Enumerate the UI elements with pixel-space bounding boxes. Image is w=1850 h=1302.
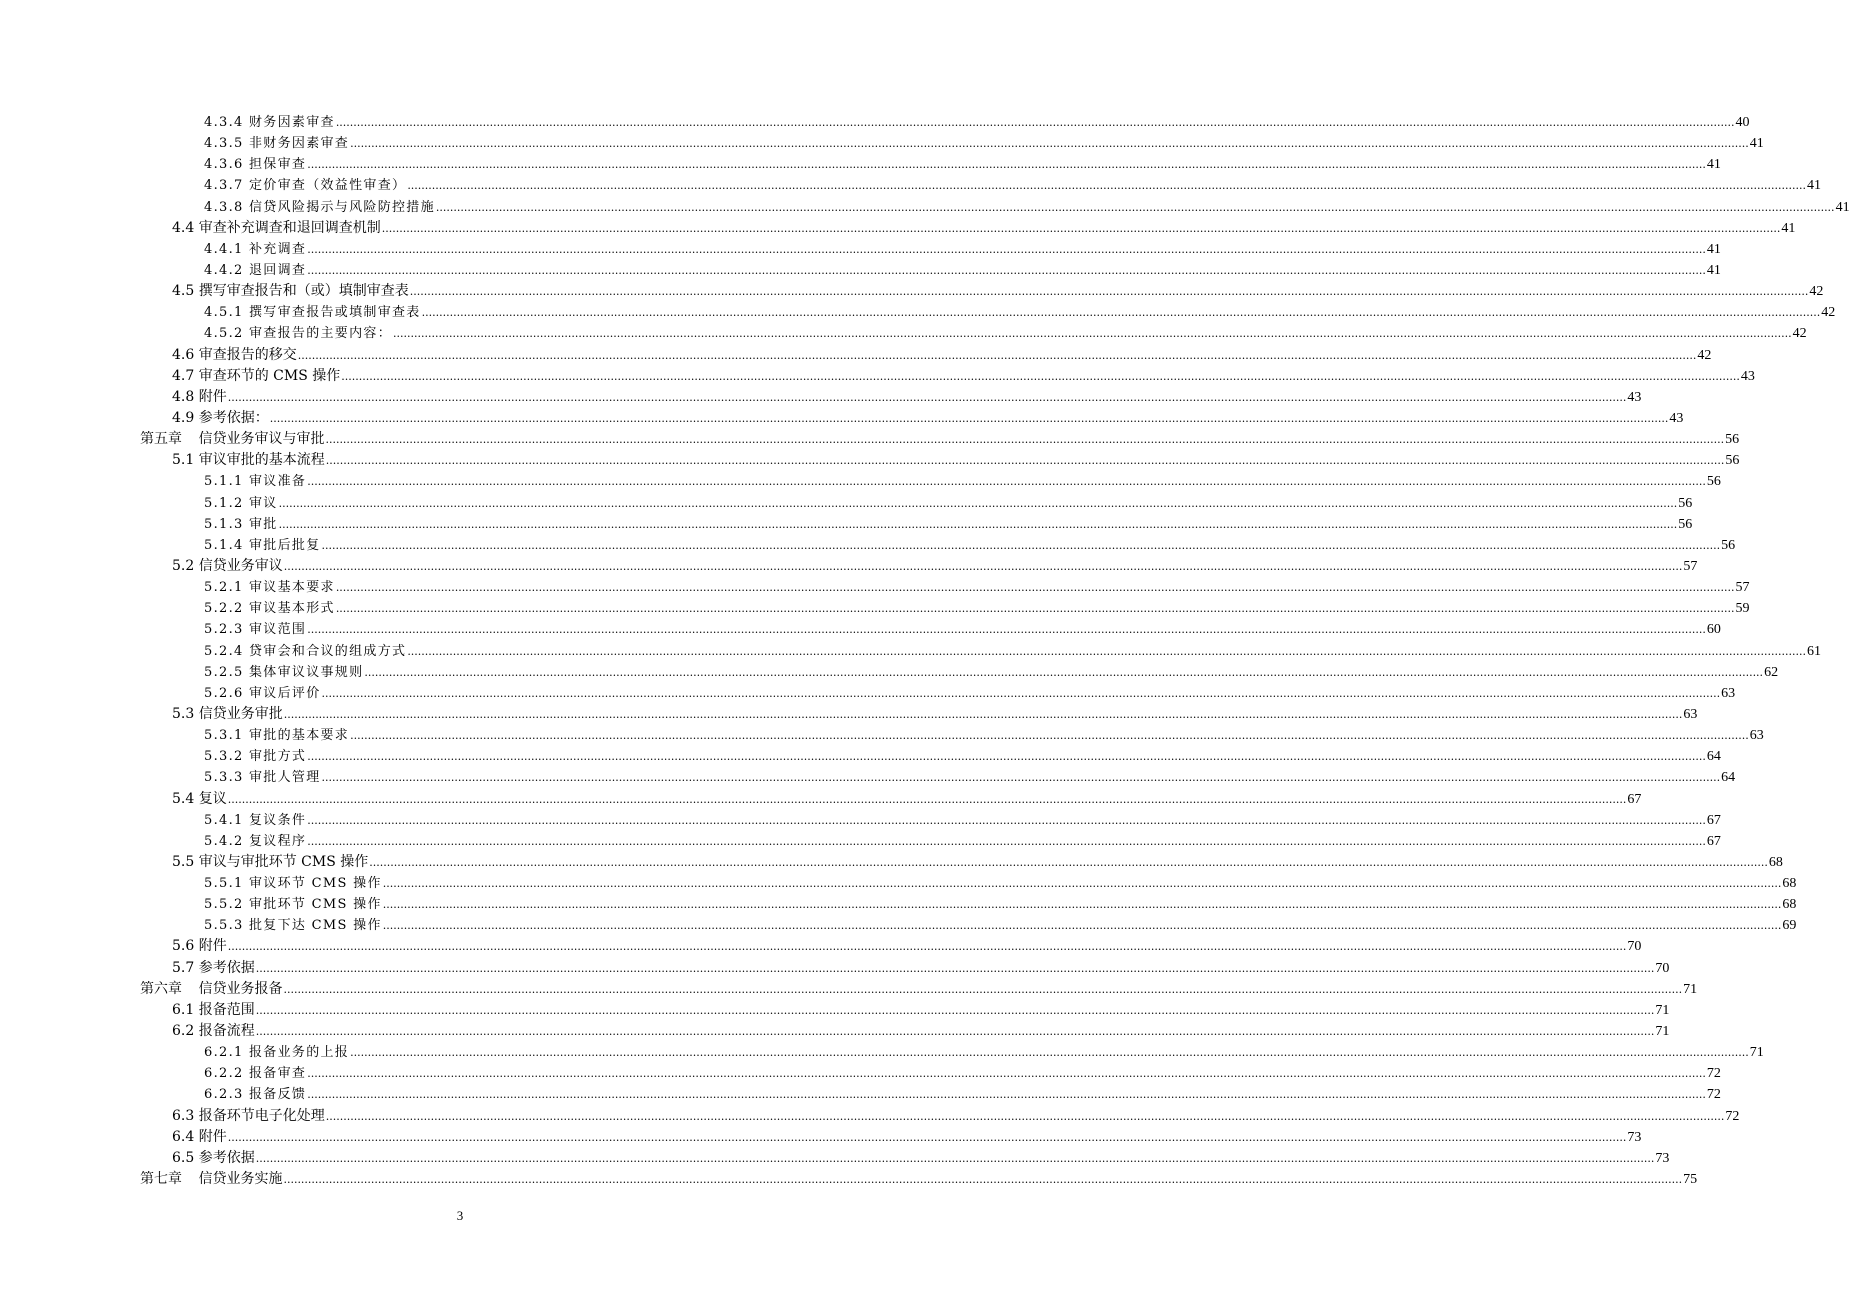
toc-dot-leader: ................................................................................................................................................................................................................................................................................................................................................................................................................	[283, 1173, 1683, 1187]
toc-entry-page: 41	[1835, 199, 1850, 215]
toc-entry-label: 4.3.7 定价审查（效益性审查）	[204, 178, 407, 194]
toc-dot-leader: ................................................................................................................................................................................................................................................................................................................................................................................................................	[350, 137, 1749, 151]
toc-dot-leader: ................................................................................................................................................................................................................................................................................................................................................................................................................	[255, 961, 1655, 975]
toc-dot-leader: ................................................................................................................................................................................................................................................................................................................................................................................................................	[269, 411, 1669, 425]
toc-entry-page: 72	[1725, 1108, 1740, 1124]
toc-entry[interactable]	[0, 535, 1736, 556]
toc-entry[interactable]	[0, 619, 1721, 640]
toc-entry-page: 67	[1706, 833, 1721, 849]
toc-entry[interactable]	[0, 831, 1721, 852]
toc-dot-leader: ................................................................................................................................................................................................................................................................................................................................................................................................................	[335, 116, 1735, 129]
toc-entry-page: 72	[1706, 1087, 1721, 1103]
toc-entry[interactable]	[0, 112, 1750, 133]
toc-entry-page: 60	[1706, 622, 1721, 638]
toc-entry-label: 5.4.1 复议条件	[204, 812, 307, 828]
toc-entry-page: 64	[1706, 749, 1721, 765]
toc-dot-leader: ................................................................................................................................................................................................................................................................................................................................................................................................................	[382, 877, 1782, 891]
toc-entry-page: 41	[1706, 241, 1721, 257]
toc-entry[interactable]	[0, 1084, 1721, 1105]
toc-entry-label: 6.5 参考依据	[172, 1149, 255, 1166]
toc-dot-leader: ................................................................................................................................................................................................................................................................................................................................................................................................................	[307, 813, 1706, 827]
toc-entry[interactable]	[0, 218, 1796, 239]
toc-dot-leader: ................................................................................................................................................................................................................................................................................................................................................................................................................	[421, 306, 1821, 320]
toc-entry-page: 56	[1721, 537, 1736, 553]
toc-dot-leader: ................................................................................................................................................................................................................................................................................................................................................................................................................	[227, 1130, 1627, 1144]
toc-entry-label: 5.1 审议审批的基本流程	[172, 452, 325, 469]
toc-entry-label: 4.3.8 信贷风险揭示与风险防控措施	[204, 199, 435, 215]
toc-entry-page: 63	[1683, 706, 1698, 722]
toc-dot-leader: ................................................................................................................................................................................................................................................................................................................................................................................................................	[307, 158, 1706, 172]
toc-entry-page: 43	[1669, 410, 1684, 426]
toc-entry[interactable]	[0, 915, 1797, 936]
toc-dot-leader: ................................................................................................................................................................................................................................................................................................................................................................................................................	[283, 559, 1683, 573]
toc-entry[interactable]	[0, 302, 1836, 323]
toc-dot-leader: ................................................................................................................................................................................................................................................................................................................................................................................................................	[307, 750, 1706, 764]
toc-entry-label: 6.2 报备流程	[172, 1023, 255, 1040]
toc-entry-page: 43	[1627, 389, 1642, 405]
toc-dot-leader: ................................................................................................................................................................................................................................................................................................................................................................................................................	[407, 179, 1806, 193]
toc-dot-leader: ................................................................................................................................................................................................................................................................................................................................................................................................................	[335, 602, 1735, 616]
toc-entry[interactable]	[0, 725, 1764, 746]
toc-dot-leader: ................................................................................................................................................................................................................................................................................................................................................................................................................	[283, 982, 1683, 996]
toc-entry-label: 5.2 信贷业务审议	[172, 557, 283, 574]
toc-dot-leader: ................................................................................................................................................................................................................................................................................................................................................................................................................	[321, 771, 1721, 785]
toc-entry[interactable]	[0, 281, 1824, 302]
toc-entry[interactable]	[0, 767, 1736, 788]
toc-entry-label: 4.7 审查环节的 CMS 操作	[172, 367, 341, 384]
toc-entry-label: 4.8 附件	[172, 388, 227, 405]
toc-dot-leader: ................................................................................................................................................................................................................................................................................................................................................................................................................	[307, 242, 1706, 256]
toc-dot-leader: ................................................................................................................................................................................................................................................................................................................................................................................................................	[227, 792, 1627, 806]
toc-entry[interactable]	[0, 852, 1783, 873]
toc-entry-label: 5.2.2 审议基本形式	[204, 601, 335, 617]
toc-entry[interactable]	[0, 239, 1721, 260]
toc-entry-page: 56	[1706, 474, 1721, 490]
toc-entry[interactable]	[0, 662, 1779, 683]
toc-dot-leader: ................................................................................................................................................................................................................................................................................................................................................................................................................	[307, 263, 1706, 277]
toc-entry[interactable]	[0, 260, 1721, 281]
toc-entry-label: 4.5.1 撰写审查报告或填制审查表	[204, 305, 421, 321]
toc-entry[interactable]	[0, 556, 1698, 577]
toc-entry-page: 41	[1781, 220, 1796, 236]
toc-dot-leader: ................................................................................................................................................................................................................................................................................................................................................................................................................	[350, 729, 1749, 743]
toc-entry[interactable]	[0, 408, 1684, 429]
toc-entry-page: 73	[1627, 1129, 1642, 1145]
toc-entry-page: 70	[1627, 939, 1642, 955]
toc-dot-leader: ................................................................................................................................................................................................................................................................................................................................................................................................................	[382, 898, 1782, 912]
toc-entry[interactable]	[0, 514, 1693, 535]
toc-entry[interactable]	[0, 873, 1797, 894]
toc-entry-page: 71	[1683, 981, 1698, 997]
toc-entry-label: 6.2.2 报备审查	[204, 1066, 307, 1082]
toc-dot-leader: ................................................................................................................................................................................................................................................................................................................................................................................................................	[382, 919, 1782, 933]
toc-entry[interactable]	[0, 1063, 1721, 1084]
toc-entry-page: 42	[1792, 326, 1807, 342]
toc-dot-leader: ................................................................................................................................................................................................................................................................................................................................................................................................................	[335, 581, 1735, 595]
toc-entry-page: 64	[1721, 770, 1736, 786]
toc-entry-page: 42	[1821, 305, 1836, 321]
toc-dot-leader: ................................................................................................................................................................................................................................................................................................................................................................................................................	[364, 665, 1764, 679]
toc-entry-label: 5.1.1 审议准备	[204, 474, 307, 490]
toc-entry[interactable]	[0, 894, 1797, 915]
toc-entry-page: 63	[1721, 685, 1736, 701]
toc-dot-leader: ................................................................................................................................................................................................................................................................................................................................................................................................................	[227, 390, 1627, 404]
toc-dot-leader: ................................................................................................................................................................................................................................................................................................................................................................................................................	[381, 221, 1781, 235]
toc-entry[interactable]	[0, 789, 1642, 810]
toc-entry[interactable]	[0, 154, 1721, 175]
toc-entry-page: 42	[1809, 284, 1824, 300]
toc-entry-label: 4.5 撰写审查报告和（或）填制审查表	[172, 283, 409, 300]
toc-dot-leader: ................................................................................................................................................................................................................................................................................................................................................................................................................	[307, 623, 1706, 637]
toc-entry[interactable]	[0, 598, 1750, 619]
toc-dot-leader: ................................................................................................................................................................................................................................................................................................................................................................................................................	[297, 348, 1697, 362]
toc-dot-leader: ................................................................................................................................................................................................................................................................................................................................................................................................................	[255, 1151, 1655, 1165]
toc-entry[interactable]	[0, 936, 1642, 957]
toc-dot-leader: ................................................................................................................................................................................................................................................................................................................................................................................................................	[325, 454, 1725, 468]
toc-entry-label: 5.6 附件	[172, 938, 227, 955]
toc-entry[interactable]	[0, 450, 1740, 471]
toc-entry-label: 5.2.5 集体审议议事规则	[204, 664, 364, 680]
toc-entry[interactable]	[0, 979, 1698, 1000]
toc-entry-page: 41	[1706, 157, 1721, 173]
toc-entry[interactable]	[0, 641, 1821, 662]
toc-entry-label: 6.2.1 报备业务的上报	[204, 1045, 350, 1061]
toc-entry-page: 42	[1697, 347, 1712, 363]
toc-entry-label: 6.1 报备范围	[172, 1001, 255, 1018]
toc-entry-label: 5.2.6 审议后评价	[204, 685, 321, 701]
toc-dot-leader: ................................................................................................................................................................................................................................................................................................................................................................................................................	[227, 940, 1627, 954]
toc-entry[interactable]	[0, 1148, 1670, 1169]
toc-entry[interactable]	[0, 133, 1764, 154]
toc-dot-leader: ................................................................................................................................................................................................................................................................................................................................................................................................................	[325, 1109, 1725, 1123]
toc-entry[interactable]	[0, 345, 1712, 366]
toc-dot-leader: ................................................................................................................................................................................................................................................................................................................................................................................................................	[307, 1088, 1706, 1102]
toc-entry-label: 5.5.3 批复下达 CMS 操作	[204, 918, 382, 934]
toc-dot-leader: ................................................................................................................................................................................................................................................................................................................................................................................................................	[255, 1003, 1655, 1017]
toc-entry-page: 57	[1683, 558, 1698, 574]
toc-entry-page: 69	[1782, 918, 1797, 934]
toc-dot-leader: ................................................................................................................................................................................................................................................................................................................................................................................................................	[393, 327, 1792, 341]
toc-entry-page: 56	[1725, 453, 1740, 469]
toc-entry-page: 71	[1749, 1045, 1764, 1061]
table-of-contents	[0, 112, 1850, 1190]
toc-entry-label: 5.1.3 审批	[204, 516, 278, 532]
toc-dot-leader: ................................................................................................................................................................................................................................................................................................................................................................................................................	[341, 369, 1740, 383]
toc-entry-label: 5.4 复议	[172, 790, 227, 807]
toc-entry[interactable]	[0, 683, 1736, 704]
toc-entry[interactable]	[0, 429, 1740, 450]
toc-entry[interactable]	[0, 366, 1755, 387]
toc-dot-leader: ................................................................................................................................................................................................................................................................................................................................................................................................................	[350, 1046, 1749, 1060]
toc-entry[interactable]	[0, 471, 1721, 492]
toc-entry-page: 56	[1678, 495, 1693, 511]
toc-entry-label: 4.6 审查报告的移交	[172, 346, 297, 363]
toc-entry-page: 56	[1725, 432, 1740, 448]
toc-entry[interactable]	[0, 577, 1750, 598]
toc-entry-page: 67	[1627, 791, 1642, 807]
toc-entry-label: 4.5.2 审查报告的主要内容：	[204, 326, 393, 342]
toc-entry-label: 4.9 参考依据：	[172, 409, 269, 426]
toc-entry-label: 第七章 信贷业务实施	[140, 1171, 283, 1188]
toc-entry-page: 59	[1735, 601, 1750, 617]
toc-entry[interactable]	[0, 1106, 1740, 1127]
toc-entry-page: 56	[1678, 516, 1693, 532]
page-number: 3	[456, 1208, 464, 1223]
toc-entry-page: 61	[1806, 643, 1821, 659]
toc-dot-leader: ................................................................................................................................................................................................................................................................................................................................................................................................................	[307, 475, 1706, 489]
toc-entry[interactable]	[0, 746, 1721, 767]
toc-entry-label: 5.1.2 审议	[204, 495, 278, 511]
toc-entry-label: 6.3 报备环节电子化处理	[172, 1107, 325, 1124]
toc-entry-label: 4.4 审查补充调查和退回调查机制	[172, 219, 381, 236]
toc-entry-page: 72	[1706, 1066, 1721, 1082]
toc-entry-page: 43	[1740, 368, 1755, 384]
toc-entry-page: 41	[1749, 136, 1764, 152]
toc-entry-label: 4.4.1 补充调查	[204, 241, 307, 257]
toc-entry-page: 63	[1749, 728, 1764, 744]
toc-entry-page: 68	[1782, 897, 1797, 913]
toc-dot-leader: ................................................................................................................................................................................................................................................................................................................................................................................................................	[435, 200, 1835, 214]
toc-entry-page: 41	[1706, 262, 1721, 278]
toc-dot-leader: ................................................................................................................................................................................................................................................................................................................................................................................................................	[307, 1067, 1706, 1081]
toc-dot-leader: ................................................................................................................................................................................................................................................................................................................................................................................................................	[321, 538, 1721, 552]
toc-dot-leader: ................................................................................................................................................................................................................................................................................................................................................................................................................	[283, 707, 1683, 721]
toc-dot-leader: ................................................................................................................................................................................................................................................................................................................................................................................................................	[255, 1025, 1655, 1039]
toc-entry-label: 5.4.2 复议程序	[204, 833, 307, 849]
toc-entry-page: 73	[1655, 1150, 1670, 1166]
toc-entry[interactable]	[0, 387, 1642, 408]
toc-entry-label: 第六章 信贷业务报备	[140, 980, 283, 997]
toc-entry-label: 5.1.4 审批后批复	[204, 537, 321, 553]
toc-entry-page: 75	[1683, 1172, 1698, 1188]
toc-entry-label: 5.7 参考依据	[172, 959, 255, 976]
toc-entry-label: 第五章 信贷业务审议与审批	[140, 431, 325, 448]
toc-entry-page: 40	[1735, 115, 1750, 130]
toc-entry-label: 5.3.1 审批的基本要求	[204, 728, 350, 744]
toc-entry-page: 68	[1782, 876, 1797, 892]
toc-entry-label: 5.3 信贷业务审批	[172, 705, 283, 722]
toc-entry[interactable]	[0, 323, 1807, 344]
toc-entry[interactable]	[0, 175, 1821, 196]
toc-dot-leader: ................................................................................................................................................................................................................................................................................................................................................................................................................	[369, 855, 1768, 869]
toc-entry-page: 71	[1655, 1024, 1670, 1040]
toc-entry-label: 5.2.3 审议范围	[204, 622, 307, 638]
toc-entry-label: 5.3.2 审批方式	[204, 749, 307, 765]
toc-dot-leader: ................................................................................................................................................................................................................................................................................................................................................................................................................	[321, 686, 1721, 700]
toc-dot-leader: ................................................................................................................................................................................................................................................................................................................................................................................................................	[278, 496, 1678, 510]
toc-entry-page: 62	[1764, 664, 1779, 680]
toc-entry[interactable]	[0, 493, 1693, 514]
toc-entry-page: 57	[1735, 580, 1750, 596]
toc-dot-leader: ................................................................................................................................................................................................................................................................................................................................................................................................................	[325, 433, 1725, 447]
toc-entry[interactable]	[0, 704, 1698, 725]
toc-entry-label: 4.3.6 担保审查	[204, 157, 307, 173]
toc-entry-label: 6.2.3 报备反馈	[204, 1087, 307, 1103]
toc-entry[interactable]	[0, 1169, 1698, 1190]
toc-entry[interactable]	[0, 1000, 1670, 1021]
toc-entry-label: 5.2.4 贷审会和合议的组成方式	[204, 643, 407, 659]
toc-entry-label: 5.5 审议与审批环节 CMS 操作	[172, 853, 369, 870]
toc-entry-label: 4.3.4 财务因素审查	[204, 115, 335, 130]
toc-entry-label: 4.4.2 退回调查	[204, 262, 307, 278]
toc-entry-label: 5.2.1 审议基本要求	[204, 580, 335, 596]
toc-dot-leader: ................................................................................................................................................................................................................................................................................................................................................................................................................	[278, 517, 1678, 531]
toc-entry-page: 41	[1806, 178, 1821, 194]
toc-entry[interactable]	[0, 197, 1850, 218]
toc-entry-label: 5.3.3 审批人管理	[204, 770, 321, 786]
toc-entry[interactable]	[0, 1021, 1670, 1042]
toc-entry[interactable]	[0, 810, 1721, 831]
toc-dot-leader: ................................................................................................................................................................................................................................................................................................................................................................................................................	[307, 834, 1706, 848]
toc-entry-label: 6.4 附件	[172, 1128, 227, 1145]
toc-entry[interactable]	[0, 958, 1670, 979]
toc-entry[interactable]	[0, 1127, 1642, 1148]
toc-entry[interactable]	[0, 1042, 1764, 1063]
toc-entry-label: 4.3.5 非财务因素审查	[204, 136, 350, 152]
toc-entry-page: 71	[1655, 1002, 1670, 1018]
toc-dot-leader: ................................................................................................................................................................................................................................................................................................................................................................................................................	[409, 285, 1809, 299]
toc-entry-page: 68	[1768, 854, 1783, 870]
toc-entry-label: 5.5.1 审议环节 CMS 操作	[204, 876, 382, 892]
toc-entry-page: 70	[1655, 960, 1670, 976]
toc-entry-page: 67	[1706, 812, 1721, 828]
toc-entry-label: 5.5.2 审批环节 CMS 操作	[204, 897, 382, 913]
toc-dot-leader: ................................................................................................................................................................................................................................................................................................................................................................................................................	[407, 644, 1806, 658]
